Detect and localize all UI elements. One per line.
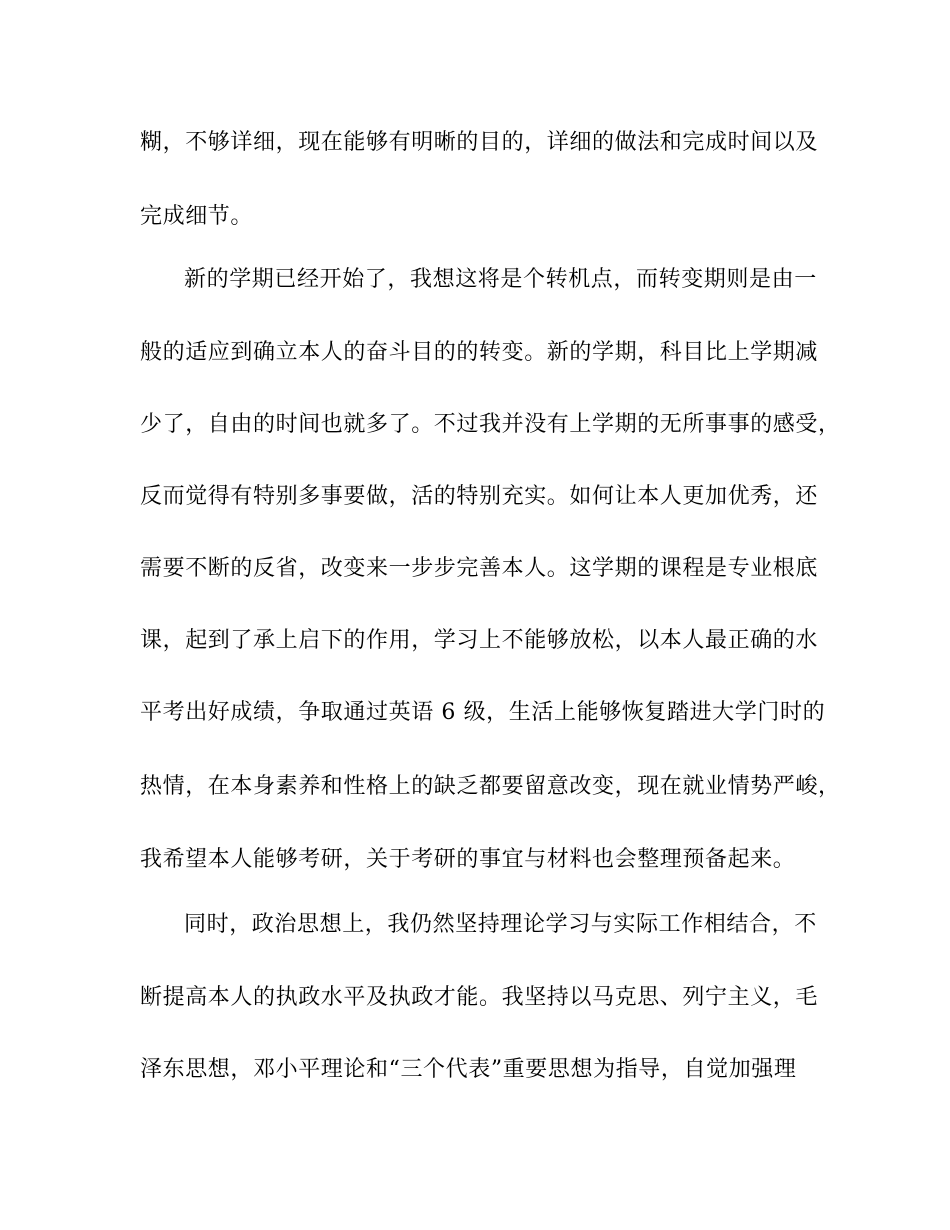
paragraph-start-line: 新的学期已经开始了，我想这将是个转机点，而转变期则是由一: [184, 267, 817, 292]
text-line-14: 泽东思想，邓小平理论和“三个代表”重要思想为指导，自觉加强理: [140, 1057, 797, 1082]
text-line-7: 需要不断的反省，改变来一步步完善本人。这学期的课程是专业根底: [140, 556, 819, 581]
paragraph-start-line: 同时，政治思想上，我仍然坚持理论学习与实际工作相结合，不: [184, 912, 817, 937]
text-line-5: 少了，自由的时间也就多了。不过我并没有上学期的无所事事的感受，: [140, 412, 841, 437]
text-line-11: 我希望本人能够考研，关于考研的事宜与材料也会整理预备起来。: [140, 847, 796, 872]
text-line-8: 课，起到了承上启下的作用，学习上不能够放松，以本人最正确的水: [140, 628, 819, 653]
text-line-13: 断提高本人的执政水平及执政才能。我坚持以马克思、列宁主义，毛: [140, 985, 819, 1010]
text-line-10: 热情，在本身素养和性格上的缺乏都要留意改变，现在就业情势严峻，: [140, 774, 841, 799]
text-line-4: 般的适应到确立本人的奋斗目的的转变。新的学期，科目比上学期减: [140, 340, 819, 365]
text-line-1: 糊，不够详细，现在能够有明晰的目的，详细的做法和完成时间以及: [140, 130, 819, 155]
text-line-2: 完成细节。: [140, 204, 254, 229]
text-line-9: 平考出好成绩，争取通过英语 6 级，生活上能够恢复踏进大学门时的: [140, 700, 826, 725]
text-line-6: 反而觉得有特别多事要做，活的特别充实。如何让本人更加优秀，还: [140, 484, 819, 509]
